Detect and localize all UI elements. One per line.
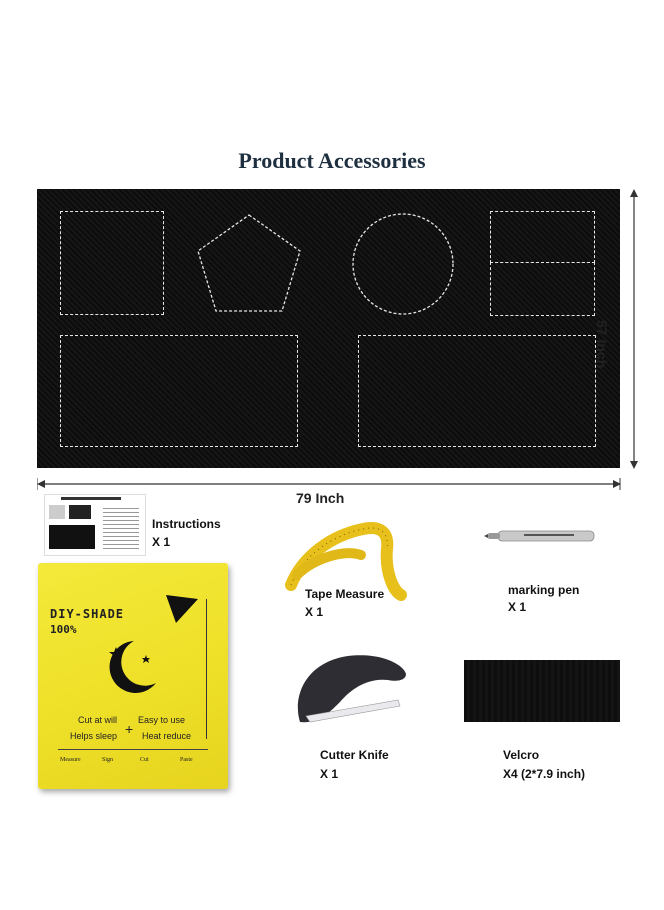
velcro-strip (464, 660, 620, 722)
package-cut-at-will: Cut at will (78, 715, 118, 725)
stitched-rect-bottom-right (358, 335, 596, 447)
product-package (38, 563, 228, 789)
stitched-rect-mid (490, 262, 595, 316)
stitched-square (60, 211, 164, 315)
stitched-circle (350, 211, 456, 317)
package-easy-to-use: Easy to use (138, 715, 186, 725)
stitched-rect-top (490, 211, 595, 263)
package-helps-sleep: Helps sleep (70, 731, 118, 741)
tape-measure-qty: X 1 (305, 605, 324, 619)
package-percent: 100% (50, 623, 77, 636)
marking-pen-icon (484, 528, 598, 544)
height-dimension-arrow (626, 189, 642, 469)
page-title: Product Accessories (238, 148, 426, 173)
instructions-qty: X 1 (152, 535, 171, 549)
instructions-sheet (44, 494, 146, 556)
package-heat-reduce: Heat reduce (142, 731, 192, 741)
package-footer-measure: Measure (60, 757, 81, 763)
package-plus-icon: + (125, 721, 134, 737)
package-footer-paste: Paste (180, 757, 193, 763)
cutter-knife-icon (288, 650, 413, 730)
cutter-knife-label: Cutter Knife (320, 748, 389, 762)
package-footer-cut: Cut (140, 757, 149, 763)
instructions-label: Instructions (152, 517, 221, 531)
package-footer-sign: Sign (102, 757, 114, 763)
moon-icon (94, 633, 164, 703)
cutter-knife-qty: X 1 (320, 767, 339, 781)
tape-measure-label: Tape Measure (305, 587, 385, 601)
width-dimension-label: 79 Inch (296, 490, 345, 506)
velcro-qty: X4 (2*7.9 inch) (503, 767, 586, 781)
velcro-label: Velcro (503, 748, 540, 762)
stitched-rect-bottom-left (60, 335, 298, 447)
package-brand: DIY-SHADE (50, 607, 125, 621)
marking-pen-qty: X 1 (508, 600, 527, 614)
stitched-pentagon (192, 209, 307, 319)
height-dimension-label: 57 Inch (594, 320, 610, 369)
marking-pen-label: marking pen (508, 583, 580, 597)
blackout-cloth (37, 189, 620, 468)
corner-fold-icon (162, 591, 202, 625)
width-dimension-arrow (37, 478, 621, 490)
